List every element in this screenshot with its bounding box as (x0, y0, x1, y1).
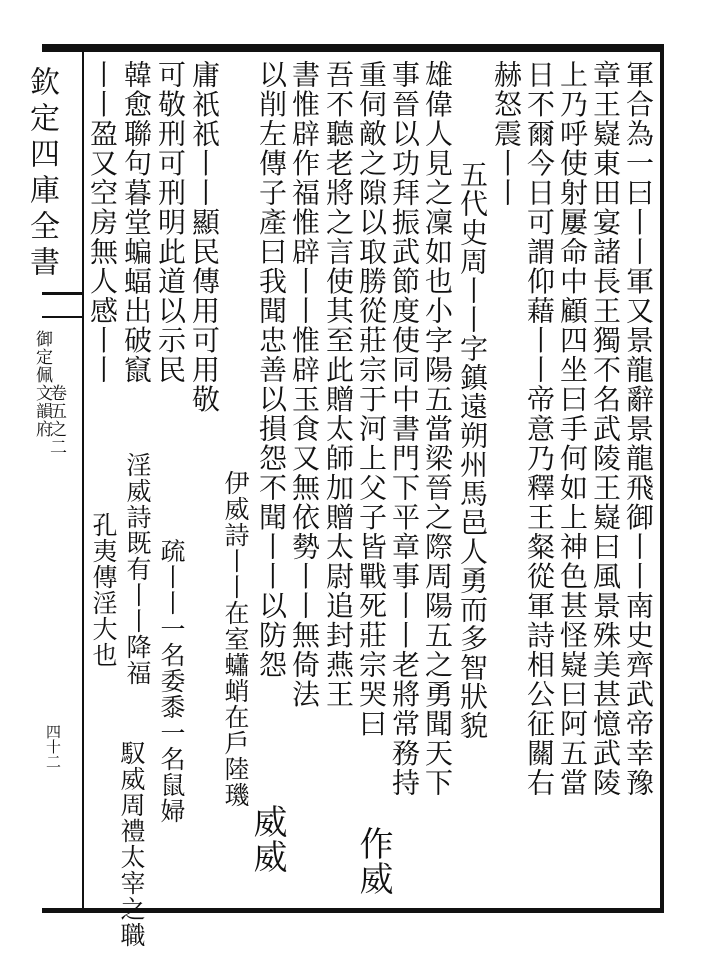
text-column-10: 吾不聽老將之言使其至此贈太師加贈太尉追封燕王 (322, 60, 355, 709)
text-column-9: 重伺敵之隙以取勝從莊宗于河上父子皆戰死莊宗哭曰 (355, 60, 388, 739)
page-number: 四十二 (44, 724, 62, 769)
fish-tail-top-rule (42, 292, 84, 295)
text-column-5: 赫怒震丨丨 (490, 60, 523, 208)
text-column-13: 庸祇祇丨丨顯民傳用可用敬 (188, 60, 221, 414)
frame-top-rule (42, 44, 664, 52)
text-column-7: 雄偉人見之凜如也小字陽五當梁晉之際周陽五之勇聞天下 (421, 60, 454, 798)
headword-wei-wei: 威威 (247, 804, 287, 874)
text-column-13b: 伊威詩丨丨在室蠨蛸在戶陸璣 (221, 470, 250, 808)
fish-tail-bottom-rule (42, 316, 84, 318)
text-column-16b: 孔夷傳淫大也 (89, 512, 118, 668)
text-column-15: 韓愈聯句暮堂蝙蝠出破竄 (120, 60, 153, 385)
text-column-11: 書惟辟作福惟辟丨丨惟辟玉食又無依勢丨丨無倚法 (288, 60, 321, 709)
text-column-17: 馭威周禮太宰之職 (117, 740, 146, 948)
text-column-4: 日不爾今日可謂仰藉丨丨帝意乃釋王粲從軍詩相公征關右 (523, 60, 556, 798)
text-column-2: 章王嶷東田宴諸長王獨不名武陵王嶷曰風景殊美甚憶武陵 (589, 60, 622, 798)
text-column-16: 丨丨盈又空房無人感丨丨 (86, 60, 119, 385)
text-column-14b: 疏丨丨一名委黍一名鼠婦 (157, 538, 186, 824)
margin-sub-title: 御定佩文韻府 (32, 330, 52, 438)
text-column-3: 上乃呼使射屢命中顧四坐曰手何如上神色甚怪嶷曰阿五當 (556, 60, 589, 798)
frame-left-rule (82, 44, 84, 913)
frame-right-rule (660, 44, 664, 913)
text-column-15b: 淫威詩既有丨丨降福 (123, 452, 152, 686)
text-column-8: 事晉以功拜振武節度使同中書門下平章事丨丨老將常務持 (388, 60, 421, 798)
text-column-12: 以削左傳子產曰我聞忠善以損怨不聞丨丨以防怨 (255, 60, 288, 680)
margin-book-title: 欽定四庫全書 (24, 66, 59, 282)
text-column-14: 可敬刑可刑明此道以示民 (154, 60, 187, 385)
text-column-1: 軍合為一曰丨丨軍又景龍辭景龍飛御丨丨南史齊武帝幸豫 (622, 60, 655, 798)
margin-volume: 卷五之二 (46, 384, 66, 456)
headword-de-wei: 五代史周丨丨字鎮遠朔州馬邑人勇而多智狀貌 (456, 160, 489, 740)
headword-zuo-wei: 作威 (353, 826, 393, 896)
